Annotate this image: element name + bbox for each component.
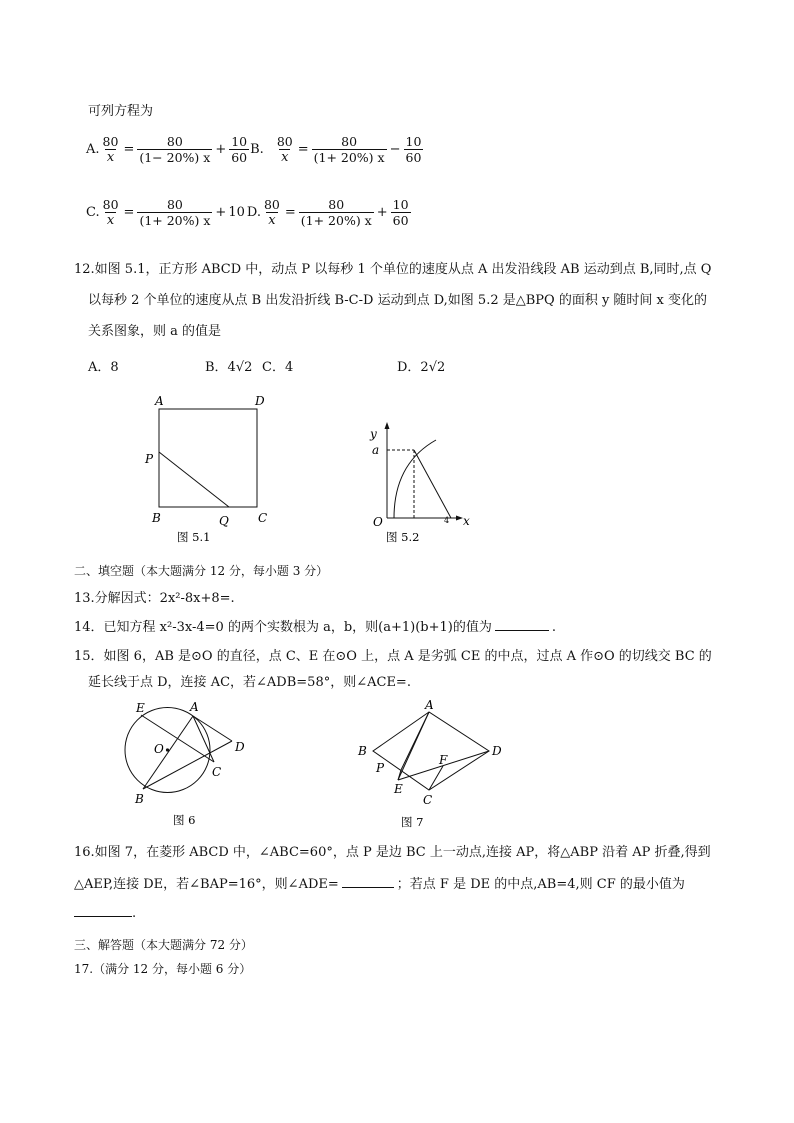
- q15-line-2: 延长线于点 D，连接 AC，若∠ADB=58°，则∠ACE=.: [88, 675, 411, 690]
- label-p: P: [145, 452, 154, 466]
- label-f: F: [439, 753, 448, 767]
- label-d: D: [235, 740, 245, 754]
- label-p: P: [376, 761, 385, 775]
- q11-a-rhs-fraction: $\frac{80}{(1- 20\%) x}$: [139, 134, 211, 165]
- label-a: A: [425, 698, 434, 712]
- figure-7: [352, 694, 512, 834]
- q12-option-c: C．4: [262, 360, 294, 375]
- q12-line-2: 以每秒 2 个单位的速度从点 B 出发沿折线 B-C-D 运动到点 D,如图 5.2 是△BPQ 的面积 y 随时间 x 变化的: [88, 293, 708, 308]
- caption-5-1: 图 5.1: [177, 530, 211, 544]
- q17-text: 17.（满分 12 分，每小题 6 分）: [74, 962, 252, 976]
- q11-b-rhs-fraction: $\frac{80}{(1+ 20\%) x}$: [313, 134, 385, 165]
- label-d: D: [492, 744, 502, 758]
- q16-line-3: .: [74, 903, 136, 923]
- label-origin: O: [373, 515, 383, 529]
- label-e: E: [394, 782, 403, 796]
- label-q: Q: [219, 514, 229, 528]
- label-c: C: [258, 511, 268, 525]
- label-four: 4: [444, 516, 450, 525]
- center-dot: [166, 748, 169, 751]
- diameter-ab: [143, 716, 193, 789]
- q13-text: 13.分解因式：2x²-8x+8=.: [74, 591, 235, 606]
- square-abcd: [159, 409, 257, 507]
- label-b: B: [135, 792, 144, 806]
- q12-option-a: A．8: [88, 360, 119, 375]
- label-b: B: [358, 744, 367, 758]
- label-a: A: [190, 700, 199, 714]
- label-d: D: [255, 394, 265, 408]
- q11-option-d-label: D.: [246, 205, 261, 220]
- caption-7: 图 7: [401, 815, 424, 829]
- label-a-value: a: [372, 443, 380, 457]
- label-y: y: [370, 427, 377, 441]
- q11-option-c-label: C.: [86, 205, 100, 220]
- q11-a-lhs-fraction: $\frac{80}{x}$: [102, 134, 119, 165]
- q16-answer-blank-1[interactable]: [342, 874, 394, 888]
- q16-line-2: △AEP,连接 DE，若∠BAP=16°，则∠ADE= ；若点 F 是 DE 的中点,AB=4,则 CF 的最小值为: [74, 874, 685, 894]
- label-e: E: [136, 701, 145, 715]
- q11-b-small-fraction: $\frac{10}{60}$: [405, 134, 422, 165]
- label-a: A: [155, 394, 164, 408]
- q11-c-ten: 10: [228, 205, 245, 220]
- q11-c-rhs-fraction: $\frac{80}{(1+ 20\%) x}$: [139, 197, 211, 228]
- q11-b-lhs-fraction: $\frac{80}{x}$: [276, 134, 293, 165]
- q12-option-d: D．2√2: [397, 360, 446, 375]
- q11-option-a-label: A.: [86, 142, 100, 157]
- label-c: C: [423, 793, 433, 807]
- label-o: O: [154, 742, 164, 756]
- figure-6: [120, 696, 260, 834]
- q11-option-b-label: B.: [250, 142, 264, 157]
- q11-option-c-d: C. $\frac{80}{x}$ = $\frac{80}{(1+ 20\%) x}$ + 10 D. $\frac{80}{x}$ = $\frac{80}{(1+ 20\%) x}$ + $\frac{10}{60}$: [86, 197, 409, 228]
- figure-5-1: [140, 388, 280, 548]
- section-2-title: 二、填空题（本大题满分 12 分，每小题 3 分）: [74, 564, 329, 578]
- label-c: C: [212, 765, 222, 779]
- q11-d-rhs-fraction: $\frac{80}{(1+ 20\%) x}$: [300, 197, 372, 228]
- caption-5-2: 图 5.2: [386, 530, 420, 544]
- q16-answer-blank-2[interactable]: [74, 903, 132, 917]
- segment-pq: [159, 452, 229, 507]
- q15-line-1: 15．如图 6，AB 是⊙O 的直径，点 C、E 在⊙O 上，点 A 是劣弧 CE 的中点，过点 A 作⊙O 的切线交 BC 的: [74, 649, 712, 664]
- q16-line-1: 16.如图 7，在菱形 ABCD 中，∠ABC=60°，点 P 是边 BC 上一动点,连接 AP，将△ABP 沿着 AP 折叠,得到: [74, 845, 711, 860]
- figure-5-2: [362, 418, 482, 548]
- rhombus-abcd: [373, 712, 489, 790]
- q11-option-a-b: A. $\frac{80}{x}$ = $\frac{80}{(1- 20\%) x}$ + $\frac{10}{60}$ B. $\frac{80}{x}$ = $\frac{80}{(1+ 20\%) x}$ − $\frac{10}{60}$: [86, 134, 422, 165]
- label-b: B: [152, 511, 161, 525]
- q11-intro: 可列方程为: [88, 104, 154, 119]
- label-x: x: [463, 514, 470, 528]
- q11-a-small-fraction: $\frac{10}{60}$: [231, 134, 248, 165]
- q11-c-lhs-fraction: $\frac{80}{x}$: [102, 197, 119, 228]
- q11-d-lhs-fraction: $\frac{80}{x}$: [263, 197, 280, 228]
- q12-option-b: B．4√2: [205, 360, 253, 375]
- q14-answer-blank[interactable]: [495, 617, 549, 631]
- section-3-title: 三、解答题（本大题满分 72 分）: [74, 938, 253, 952]
- q14: 14．已知方程 x²-3x-4=0 的两个实数根为 a，b，则(a+1)(b+1)的值为 .: [74, 617, 556, 637]
- q14-text: 14．已知方程 x²-3x-4=0 的两个实数根为 a，b，则(a+1)(b+1)的值为: [74, 620, 492, 635]
- q12-line-3: 关系图象，则 a 的值是: [88, 324, 222, 339]
- caption-6: 图 6: [173, 813, 196, 827]
- q12-line-1: 12.如图 5.1，正方形 ABCD 中，动点 P 以每秒 1 个单位的速度从点 A 出发沿线段 AB 运动到点 B,同时,点 Q: [74, 262, 712, 277]
- line-falling: [414, 450, 451, 518]
- y-axis-arrow: [385, 422, 390, 429]
- x-axis-arrow: [456, 516, 463, 521]
- q11-d-small-fraction: $\frac{10}{60}$: [392, 197, 409, 228]
